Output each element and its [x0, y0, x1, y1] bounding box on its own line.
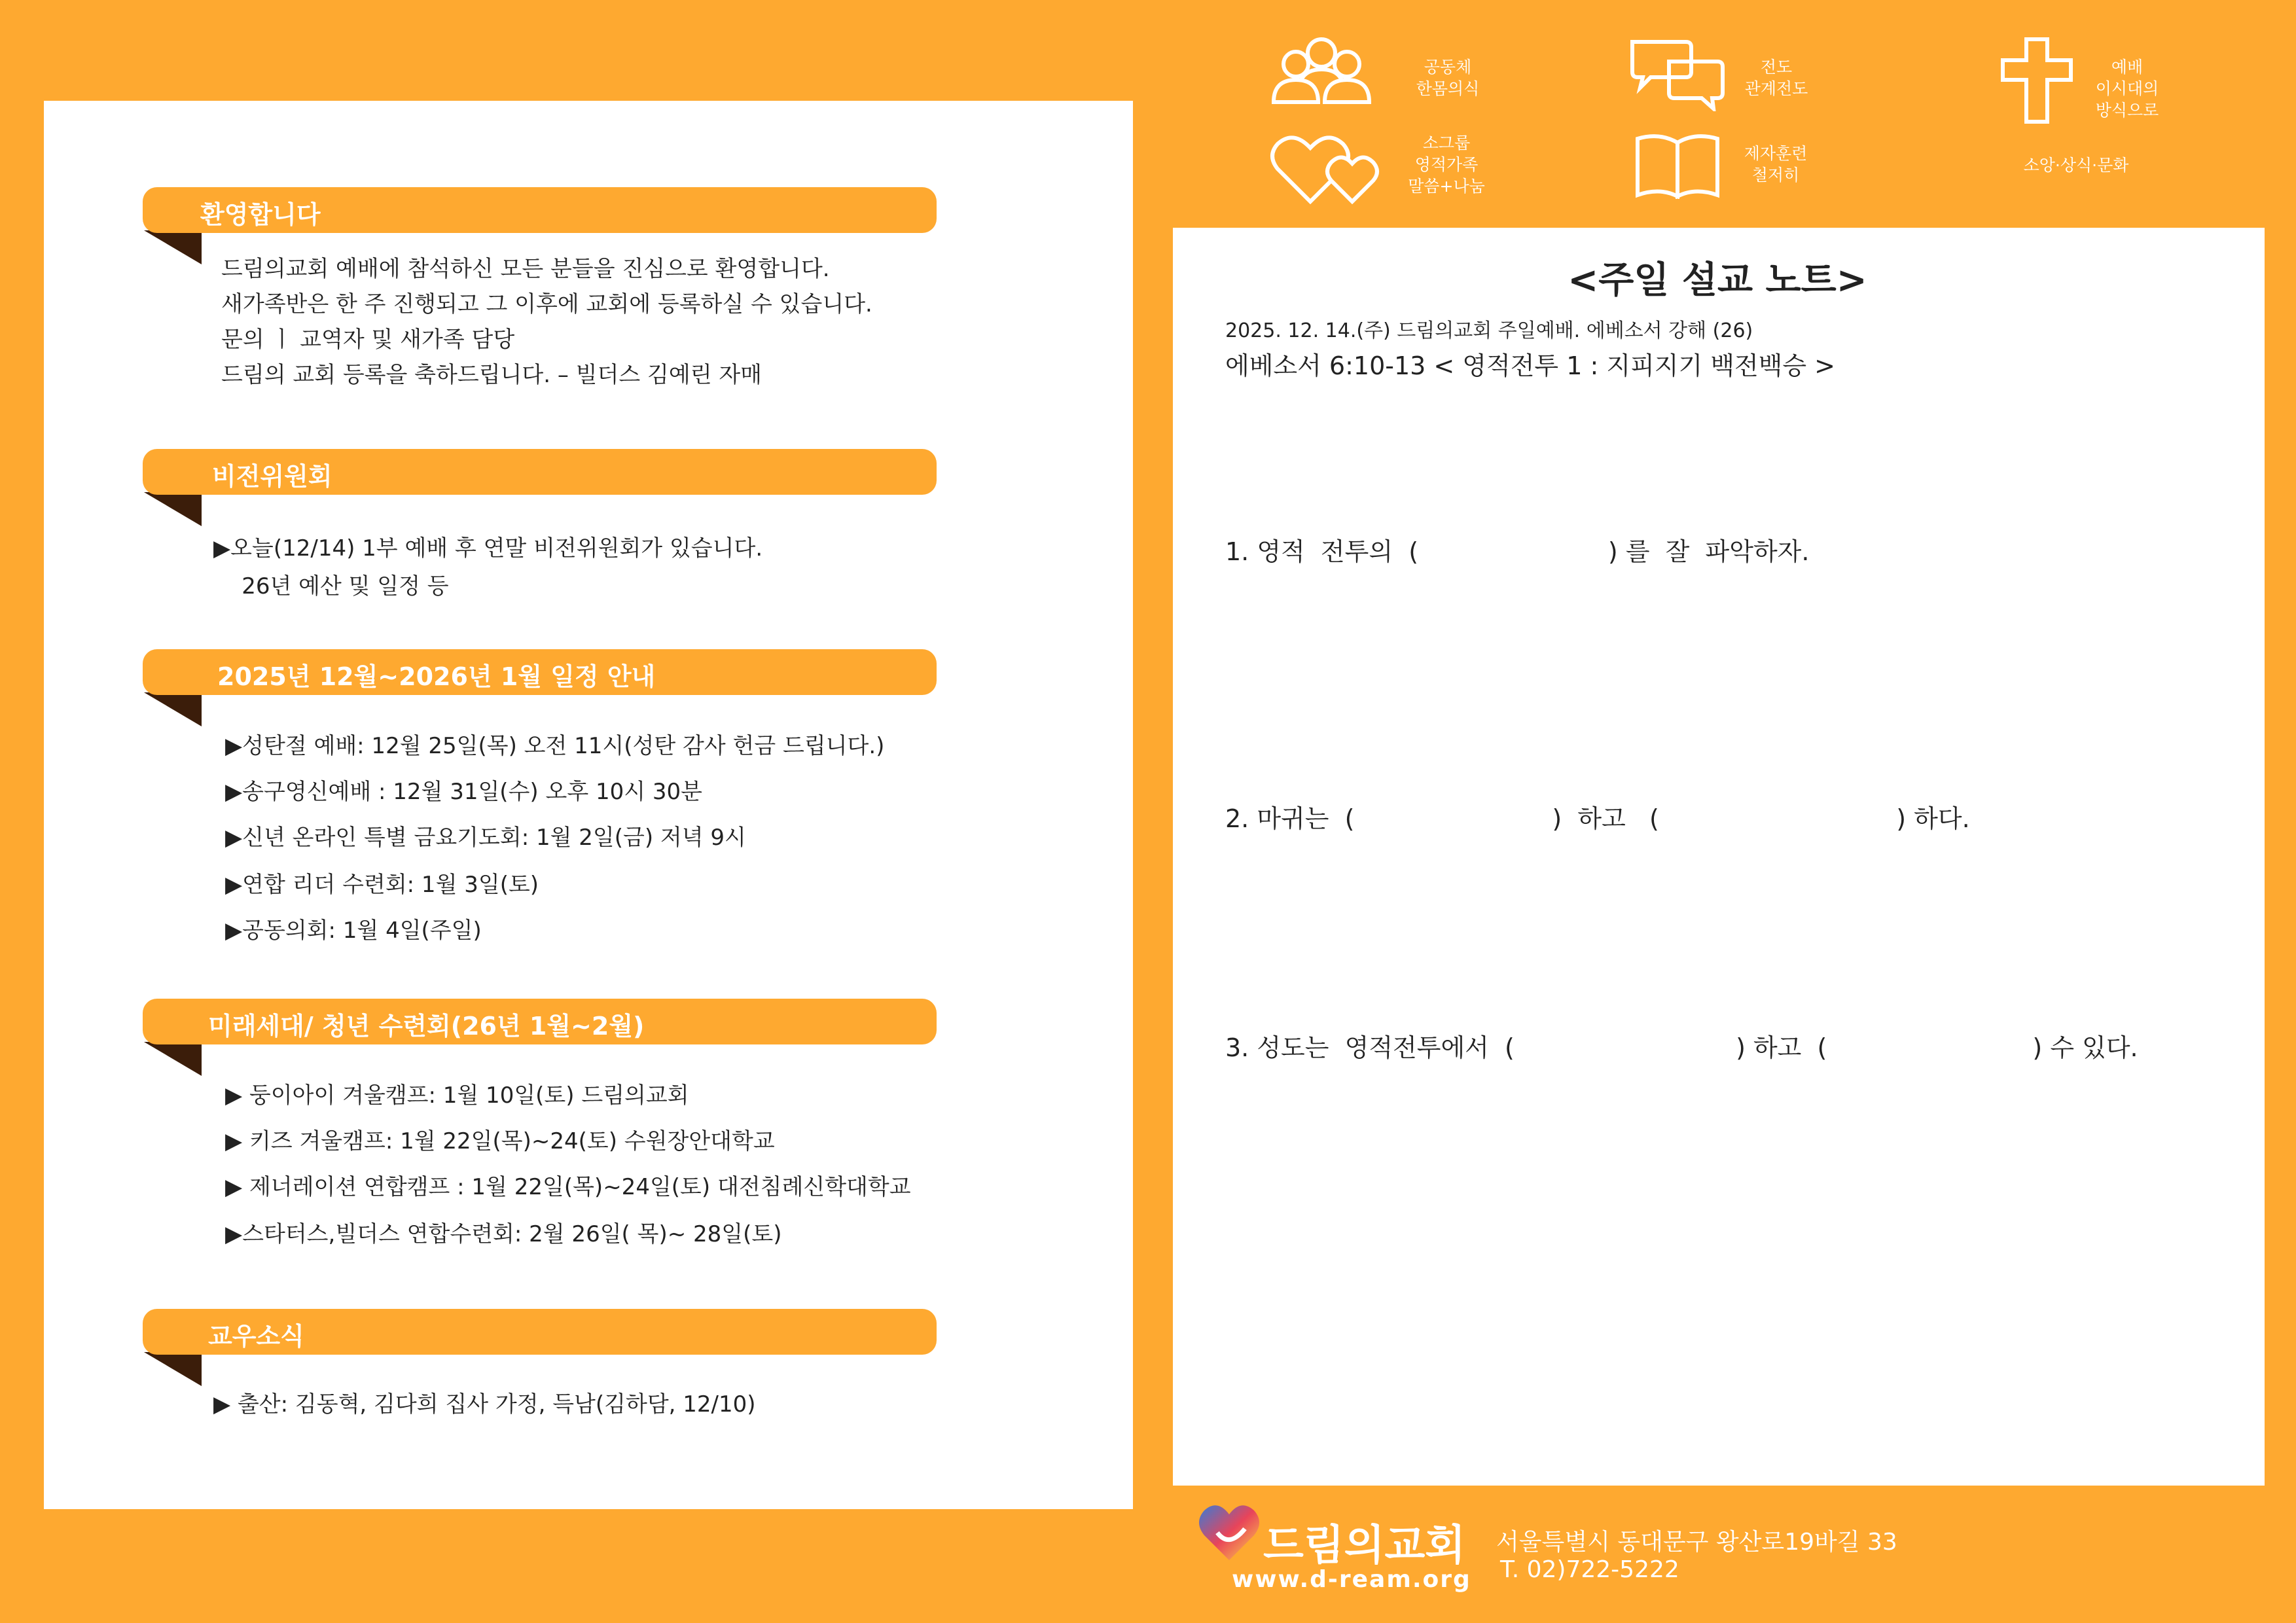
welcome-title: 환영합니다 [200, 200, 321, 229]
welcome-header [143, 187, 937, 233]
retreat-item: ▶ 제너레이션 연합캠프 : 1월 22일(목)~24일(토) 대전침례신학대학교 [225, 1174, 911, 1200]
church-logo-icon [1198, 1503, 1261, 1563]
schedule-item: ▶신년 온라인 특별 금요기도회: 1월 2일(금) 저녁 9시 [225, 825, 746, 851]
retreat-header [143, 999, 937, 1044]
retreat-item: ▶스타터스,빌더스 연합수련회: 2월 26일( 목)~ 28일(토) [225, 1221, 782, 1247]
vision-title: 비전위원회 [212, 462, 332, 491]
worship-label: 예배 이시대의 방식으로 [2095, 58, 2159, 120]
welcome-line-1: 드림의교회 예배에 참석하신 모든 분들을 진심으로 환영합니다. [221, 256, 830, 282]
community-label: 공동체 한몸의식 [1416, 58, 1480, 98]
church-url[interactable]: www.d-ream.org [1232, 1566, 1471, 1593]
hearts-icon [1270, 131, 1382, 204]
news-title: 교우소식 [208, 1322, 304, 1351]
speech-bubbles-icon [1628, 38, 1725, 111]
schedule-header [143, 649, 937, 695]
church-phone: T. 02)722-5222 [1500, 1556, 1679, 1583]
schedule-title: 2025년 12월~2026년 1월 일정 안내 [217, 662, 656, 691]
cross-icon [2000, 37, 2073, 124]
church-address: 서울특별시 동대문구 왕산로19바길 33 [1496, 1529, 1897, 1556]
vision-line-1: ▶오늘(12/14) 1부 예배 후 연말 비전위원회가 있습니다. [213, 535, 763, 562]
evangelism-label: 전도 관계전도 [1744, 58, 1808, 98]
sermon-date-line: 2025. 12. 14.(주) 드림의교회 주일예배. 에베소서 강해 (26) [1225, 319, 1753, 342]
sermon-title: <주일 설교 노트> [1568, 259, 1867, 302]
schedule-item: ▶송구영신예배 : 12월 31일(수) 오후 10시 30분 [225, 779, 703, 805]
sermon-question-2: 2. 마귀는 ( ) 하고 ( ) 하다. [1225, 804, 1970, 833]
retreat-title: 미래세대/ 청년 수련회(26년 1월~2월) [208, 1012, 645, 1041]
schedule-item: ▶공동의회: 1월 4일(주일) [225, 918, 482, 944]
sermon-notes-panel [1173, 228, 2265, 1486]
discipleship-label: 제자훈련 철저히 [1744, 144, 1808, 185]
news-item: ▶ 출산: 김동혁, 김다희 집사 가정, 득남(김하담, 12/10) [213, 1391, 756, 1418]
vision-header [143, 449, 937, 495]
schedule-item: ▶연합 리더 수련회: 1월 3일(토) [225, 872, 539, 898]
welcome-line-3: 문의 ㅣ 교역자 및 새가족 담당 [221, 327, 515, 353]
welcome-line-2: 새가족반은 한 주 진행되고 그 이후에 교회에 등록하실 수 있습니다. [221, 291, 872, 317]
community-icon [1270, 37, 1373, 105]
news-header [143, 1309, 937, 1355]
sermon-question-3: 3. 성도는 영적전투에서 ( ) 하고 ( ) 수 있다. [1225, 1033, 2138, 1062]
book-icon [1634, 132, 1721, 199]
sermon-question-1: 1. 영적 전투의 ( ) 를 잘 파악하자. [1225, 537, 1810, 566]
sermon-passage: 에베소서 6:10-13 < 영적전투 1 : 지피지기 백전백승 > [1225, 351, 1836, 380]
culture-text: 소앙·상식·문화 [2023, 156, 2129, 175]
retreat-item: ▶ 키즈 겨울캠프: 1월 22일(목)~24(토) 수원장안대학교 [225, 1128, 775, 1154]
church-name: 드림의교회 [1263, 1522, 1466, 1570]
schedule-item: ▶성탄절 예배: 12월 25일(목) 오전 11시(성탄 감사 헌금 드립니다.) [225, 733, 885, 759]
retreat-item: ▶ 둥이아이 겨울캠프: 1월 10일(토) 드림의교회 [225, 1082, 689, 1109]
smallgroup-label: 소그룹 영적가족 말씀+나눔 [1408, 134, 1485, 196]
vision-line-2: 26년 예산 및 일정 등 [213, 573, 449, 599]
welcome-line-4: 드림의 교회 등록을 축하드립니다. – 빌더스 김예린 자매 [221, 362, 762, 388]
